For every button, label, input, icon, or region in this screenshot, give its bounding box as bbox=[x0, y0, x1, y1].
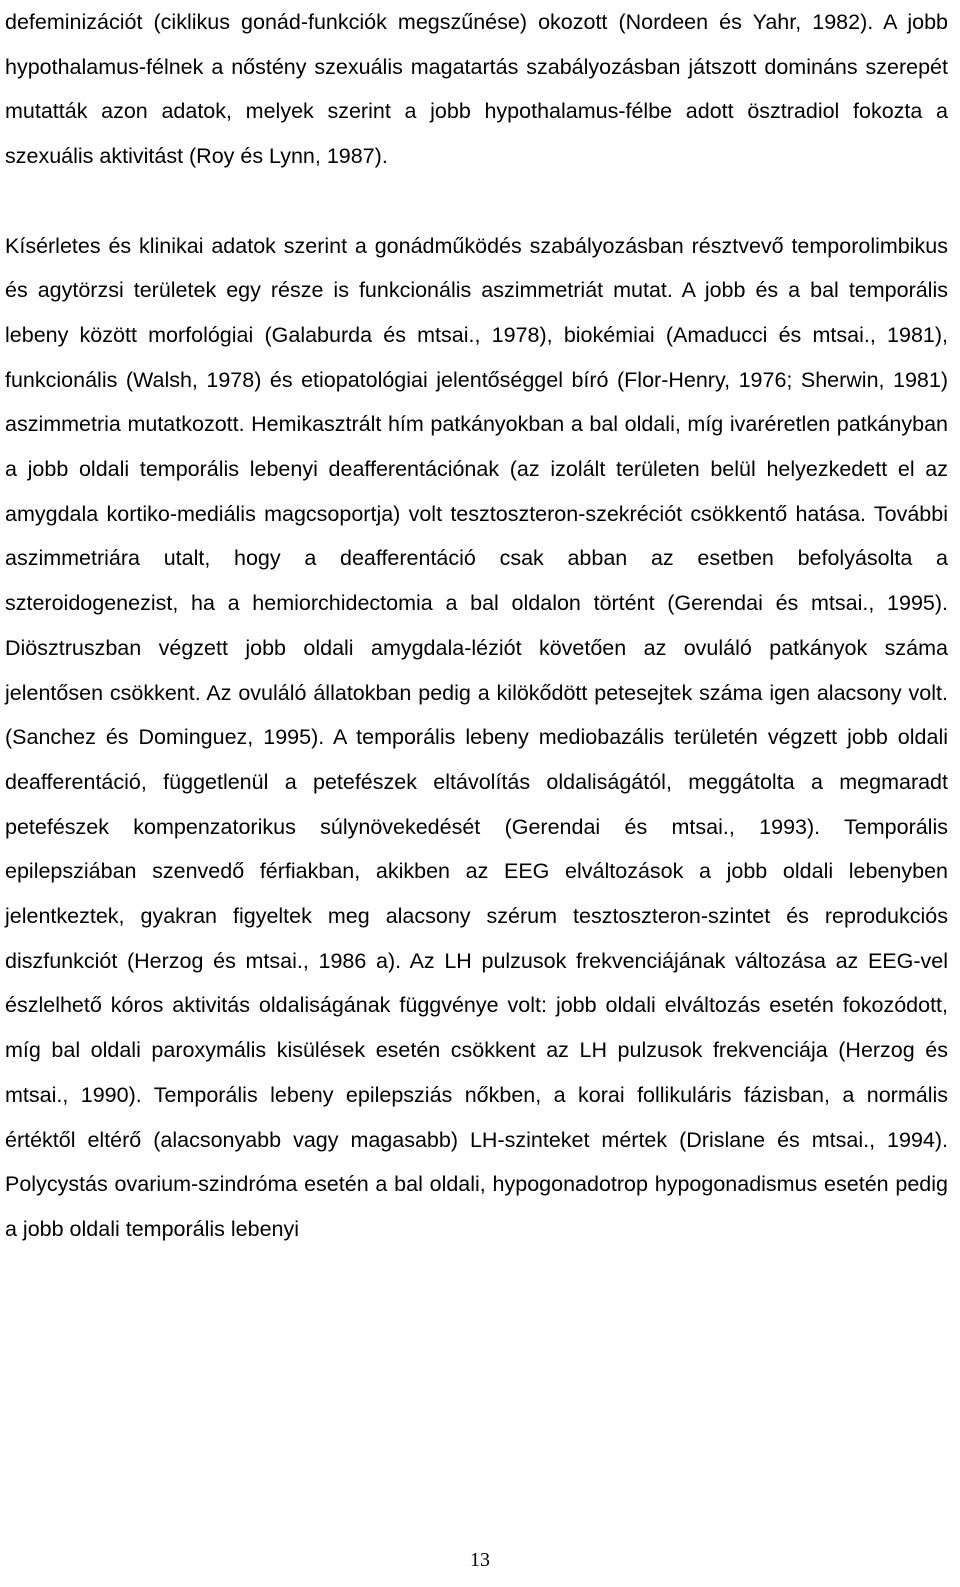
body-text bbox=[5, 0, 948, 1252]
paragraph-2: Kísérletes és klinikai adatok szerint a gonádműködés szabályozásban résztvevő temporolimbikus és agytörzsi területek egy része is funkcionális aszimmetriát mutat. A jobb és a bal temporális lebeny között morfológiai (Galaburda és mtsai., 1978), biokémiai (Amaducci és mtsai., 1981), funkcionális (Walsh, 1978) és etiopatológiai jelentőséggel bíró (Flor-Henry, 1976; Sherwin, 1981) aszimmetria mutatkozott. Hemikasztrált hím patkányokban a bal oldali, míg ivaréretlen patkányban a jobb oldali temporális lebenyi deafferentációnak (az izolált területen belül helyezkedett el az amygdala kortiko-mediális magcsoportja) volt tesztoszteron-szekréciót csökkentő hatása. További aszimmetriára utalt, hogy a deafferentáció csak abban az esetben befolyásolta a szteroidogenezist, ha a hemiorchidectomia a bal oldalon történt (Gerendai és mtsai., 1995). Diösztruszban végzett jobb oldali amygdala-léziót követően az ovuláló patkányok száma jelentősen csökkent. Az ovuláló állatokban pedig a kilökődött petesejtek száma igen alacsony volt. (Sanchez és Dominguez, 1995). A temporális lebeny mediobazális területén végzett jobb oldali deafferentáció, függetlenül a petefészek eltávolítás oldaliságától, meggátolta a megmaradt petefészek kompenzatorikus súlynövekedését (Gerendai és mtsai., 1993). Temporális epilepsziában szenvedő férfiakban, akikben az EEG elváltozások a jobb oldali lebenyben jelentkeztek, gyakran figyeltek meg alacsony szérum tesztoszteron-szintet és reprodukciós diszfunkciót (Herzog és mtsai., 1986 a). Az LH pulzusok frekvenciájának változása az EEG-vel észlelhető kóros aktivitás oldaliságának függvénye volt: jobb oldali elváltozás esetén fokozódott, míg bal oldali paroxymális kisülések esetén csökkent az LH pulzusok frekvenciája (Herzog és mtsai., 1990). Temporális lebeny epilepsziás nőkben, a korai follikuláris fázisban, a normális értéktől eltérő (alacsonyabb vagy magasabb) LH-szinteket mértek (Drislane és mtsai., 1994). Polycystás ovarium-szindróma esetén a bal oldali, hypogonadotrop hypogonadismus esetén pedig a jobb oldali temporális lebenyi bbox=[5, 233, 948, 1241]
paragraph-1: defeminizációt (ciklikus gonád-funkciók megszűnése) okozott (Nordeen és Yahr, 1982). A jobb hypothalamus-félnek a nőstény szexuális magatartás szabályozásban játszott domináns szerepét mutatták azon adatok, melyek szerint a jobb hypothalamus-félbe adott ösztradiol fokozta a szexuális aktivitást (Roy és Lynn, 1987). bbox=[5, 10, 948, 169]
page-number: 13 bbox=[470, 1549, 490, 1571]
